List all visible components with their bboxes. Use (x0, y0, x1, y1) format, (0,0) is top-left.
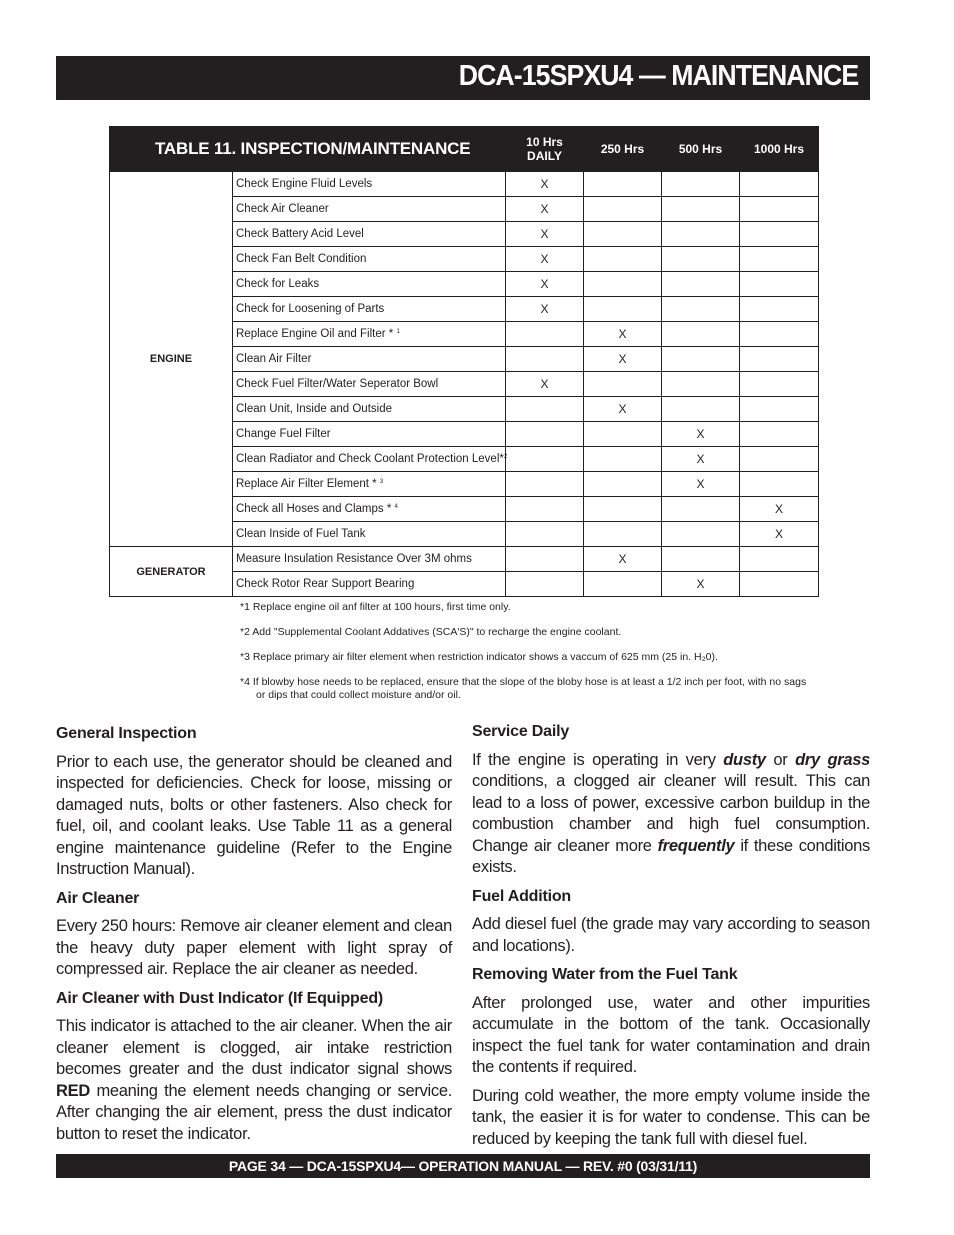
interval-mark (584, 572, 662, 597)
service-text-part: If the engine is operating in very (472, 750, 724, 769)
footnote-1: *1 Replace engine oil anf filter at 100 hours, first time only. (240, 601, 511, 613)
table-row (110, 172, 819, 197)
interval-mark (662, 547, 740, 572)
interval-mark (584, 372, 662, 397)
task-cell (233, 322, 506, 347)
interval-mark (740, 422, 819, 447)
service-daily-heading: Service Daily (472, 723, 570, 740)
interval-mark (740, 247, 819, 272)
task-cell (233, 422, 506, 447)
task-cell (233, 297, 506, 322)
interval-mark: X (662, 422, 740, 447)
interval-mark: X (584, 547, 662, 572)
interval-mark (506, 547, 584, 572)
interval-mark (662, 247, 740, 272)
air-cleaner-heading: Air Cleaner (56, 889, 140, 907)
interval-mark (506, 322, 584, 347)
table-title: TABLE 11. INSPECTION/MAINTENANCE (110, 127, 506, 172)
interval-mark (584, 172, 662, 197)
task-label: Check Engine Fluid Levels (236, 178, 373, 190)
task-cell (233, 547, 506, 572)
interval-mark (584, 472, 662, 497)
column-header-500: 500 Hrs (662, 127, 740, 172)
interval-mark (740, 347, 819, 372)
task-cell (233, 447, 506, 472)
interval-mark (740, 222, 819, 247)
footnote-ref: 1 (396, 329, 400, 335)
interval-mark (584, 247, 662, 272)
task-cell (233, 172, 506, 197)
footnote-2: *2 Add "Supplemental Coolant Addatives (SCA'S)" to recharge the engine coolant. (240, 626, 622, 638)
interval-mark (584, 422, 662, 447)
interval-mark (506, 522, 584, 547)
interval-mark: X (506, 272, 584, 297)
dusty-emphasis: dusty (723, 750, 766, 769)
interval-mark (740, 447, 819, 472)
cold-weather-text: During cold weather, the more empty volume inside the tank, the easier it is for water to condense. This can be reduced by keeping the tank full with diesel fuel. (472, 1086, 870, 1148)
footnote-ref: 2 (503, 454, 508, 460)
interval-mark (662, 397, 740, 422)
task-label: Check for Loosening of Parts (236, 303, 385, 315)
dust-indicator-text (56, 1016, 452, 1145)
task-label: Check Air Cleaner (236, 203, 329, 215)
task-cell (233, 497, 506, 522)
task-label: Check all Hoses and Clamps * (236, 503, 395, 515)
interval-mark (503, 447, 584, 472)
column-header-daily (506, 127, 584, 172)
interval-mark: X (740, 522, 819, 547)
removing-water-heading: Removing Water from the Fuel Tank (472, 966, 738, 983)
task-cell (233, 247, 506, 272)
task-label: Measure Insulation Resistance Over 3M ohms (236, 553, 472, 565)
interval-mark (740, 297, 819, 322)
interval-mark (584, 447, 662, 472)
interval-mark (584, 222, 662, 247)
task-label: Change Fuel Filter (236, 428, 331, 440)
task-label: Clean Inside of Fuel Tank (236, 528, 366, 540)
right-column (472, 721, 870, 1157)
task-cell (233, 472, 506, 497)
interval-mark (506, 472, 584, 497)
interval-mark (740, 197, 819, 222)
page-header-banner (56, 56, 870, 100)
interval-mark (584, 522, 662, 547)
task-label: Check Fuel Filter/Water Seperator Bowl (236, 378, 439, 390)
interval-mark (506, 572, 584, 597)
interval-mark: X (584, 347, 662, 372)
column-header-line: DAILY (527, 149, 562, 163)
dry-grass-emphasis: dry grass (795, 750, 870, 769)
interval-mark: X (584, 397, 662, 422)
interval-mark (740, 322, 819, 347)
fuel-addition-text: Add diesel fuel (the grade may vary according to season and locations). (472, 915, 870, 955)
interval-mark: X (662, 447, 740, 472)
task-label: Replace Air Filter Element * (236, 478, 380, 490)
interval-mark (740, 397, 819, 422)
interval-mark (584, 272, 662, 297)
interval-mark (740, 547, 819, 572)
service-daily-text (472, 750, 870, 879)
interval-mark (662, 272, 740, 297)
interval-mark: X (662, 472, 740, 497)
interval-mark: X (506, 372, 584, 397)
interval-mark (662, 497, 740, 522)
column-header-250: 250 Hrs (584, 127, 662, 172)
page-title: DCA-15SPXU4 — MAINTENANCE (458, 60, 858, 92)
task-label: Clean Unit, Inside and Outside (236, 403, 392, 415)
group-label-generator: GENERATOR (110, 547, 233, 597)
interval-mark (584, 197, 662, 222)
red-emphasis: RED (56, 1081, 90, 1100)
interval-mark: X (506, 247, 584, 272)
interval-mark (662, 522, 740, 547)
interval-mark: X (584, 322, 662, 347)
table-footnotes (240, 601, 810, 714)
interval-mark (740, 372, 819, 397)
interval-mark (662, 222, 740, 247)
interval-mark: X (506, 297, 584, 322)
task-cell (233, 372, 506, 397)
interval-mark (506, 497, 584, 522)
task-label: Clean Air Filter (236, 353, 312, 365)
task-label: Clean Radiator and Check Coolant Protection Level* (236, 453, 504, 465)
task-cell (233, 222, 506, 247)
interval-mark (740, 172, 819, 197)
task-cell (233, 272, 506, 297)
task-label: Check Fan Belt Condition (236, 253, 367, 265)
table-row (110, 547, 819, 572)
table-body (110, 172, 819, 597)
interval-mark (584, 497, 662, 522)
task-label: Replace Engine Oil and Filter * (236, 328, 397, 340)
task-cell (233, 522, 506, 547)
left-column (56, 723, 452, 1152)
interval-mark (662, 172, 740, 197)
service-text-part: conditions, a clogged air cleaner will result. This can lead to a loss of power, excessive carbon buildup in the combustion chamber and high fuel consumption. Change air cleaner more (472, 772, 870, 855)
task-cell (233, 397, 506, 422)
fuel-addition-heading: Fuel Addition (472, 887, 572, 905)
removing-water-text: After prolonged use, water and other impurities accumulate in the bottom of the tank. Occasionally inspect the fuel tank for water contamination and drain the contents if required. (472, 993, 870, 1076)
dust-text-part: meaning the element needs changing or service. After changing the air element, press the dust indicator button to reset the indicator. (56, 1081, 452, 1143)
service-text-part: if these conditions exists. (472, 836, 871, 876)
interval-mark (584, 297, 662, 322)
frequently-emphasis: frequently (657, 836, 735, 855)
interval-mark: X (506, 222, 584, 247)
interval-mark (740, 272, 819, 297)
task-cell (233, 572, 506, 597)
interval-mark (662, 197, 740, 222)
general-inspection-heading: General Inspection (56, 725, 197, 742)
footnote-3: *3 Replace primary air filter element when restriction indicator shows a vaccum of 625 mm (25 in. H₂0). (240, 651, 718, 663)
task-cell (233, 347, 506, 372)
task-cell (233, 197, 506, 222)
air-cleaner-text: Every 250 hours: Remove air cleaner element and clean the heavy duty paper element with light spray of compressed air. Replace the air cleaner as needed. (56, 917, 452, 978)
interval-mark (506, 397, 584, 422)
interval-mark: X (740, 497, 819, 522)
dust-text-part: This indicator is attached to the air cleaner. When the air cleaner element is clogged, air intake restriction becomes greater and the dust indicator signal shows (56, 1017, 452, 1078)
group-label-engine: ENGINE (110, 172, 233, 547)
interval-mark (662, 372, 740, 397)
maintenance-table (109, 126, 819, 597)
general-inspection-text: Prior to each use, the generator should be cleaned and inspected for deficiencies. Check for loose, missing or damaged nuts, bolts or other fasteners. Also check for fuel, oil, and coolant leaks. Use Table 11 as a general engine maintenance guideline (Refer to the Engine Instruction Manual). (56, 752, 452, 878)
interval-mark (662, 347, 740, 372)
footnote-ref: 3 (379, 479, 384, 485)
interval-mark (506, 422, 584, 447)
dust-indicator-heading: Air Cleaner with Dust Indicator (If Equipped) (56, 989, 384, 1007)
column-header-line: 10 Hrs (526, 135, 563, 149)
task-label: Check Rotor Rear Support Bearing (236, 578, 415, 590)
interval-mark (662, 322, 740, 347)
interval-mark: X (506, 197, 584, 222)
footnote-ref: 4 (394, 504, 398, 510)
interval-mark: X (506, 172, 584, 197)
interval-mark (740, 572, 819, 597)
task-label: Check Battery Acid Level (236, 228, 364, 240)
table-header-row (110, 127, 819, 172)
service-text-part: or (765, 750, 796, 769)
page-footer: PAGE 34 — DCA-15SPXU4— OPERATION MANUAL — REV. #0 (03/31/11) (56, 1154, 870, 1178)
interval-mark: X (662, 572, 740, 597)
column-header-1000: 1000 Hrs (740, 127, 819, 172)
footnote-4: *4 If blowby hose needs to be replaced, ensure that the slope of the bloby hose is at least a 1/2 inch per foot, with no sags or dips that could collect moisture and/or oil. (240, 676, 807, 701)
interval-mark (662, 297, 740, 322)
task-label: Check for Leaks (236, 278, 320, 290)
interval-mark (506, 347, 584, 372)
interval-mark (740, 472, 819, 497)
